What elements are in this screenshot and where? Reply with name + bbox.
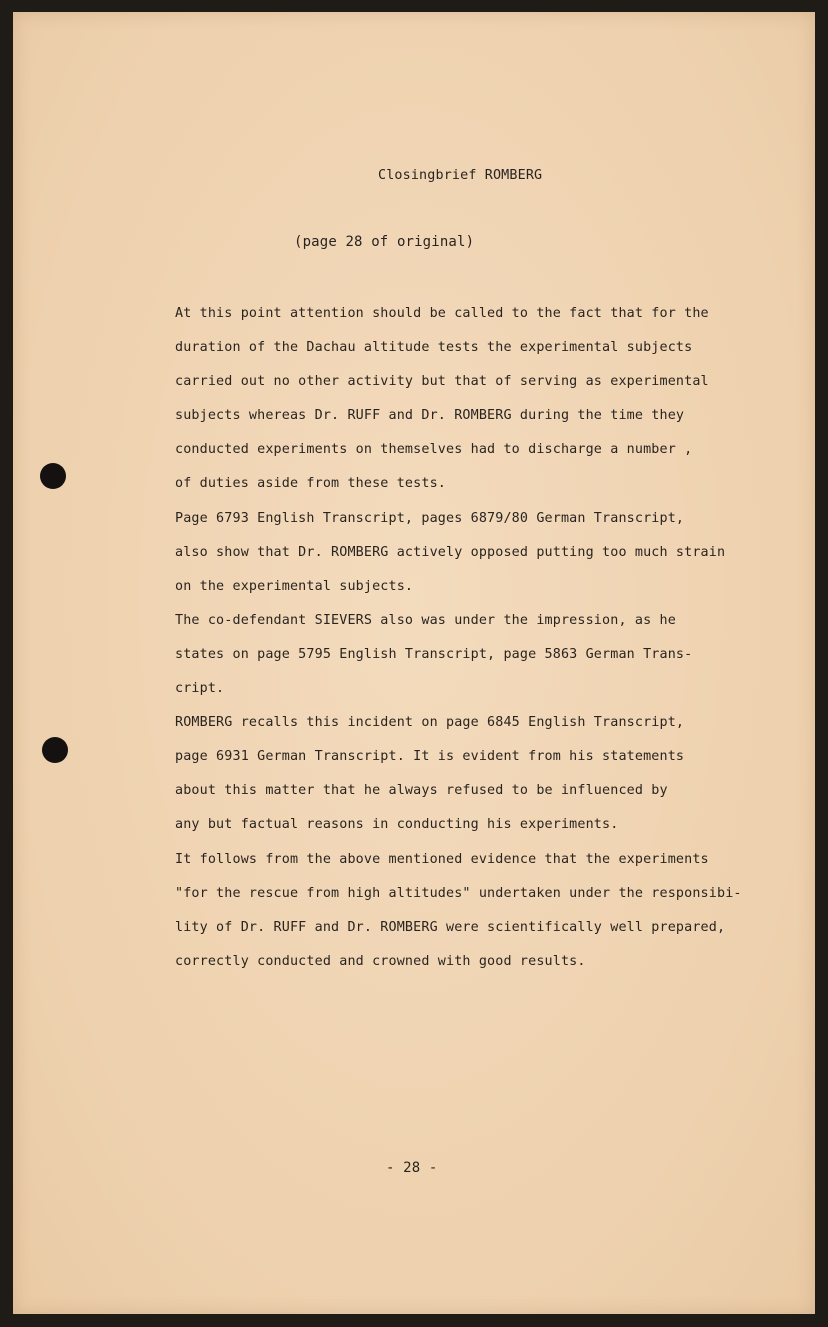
document-page xyxy=(13,12,815,1314)
text-line: duration of the Dachau altitude tests the experimental subjects xyxy=(175,340,693,356)
text-line: Page 6793 English Transcript, pages 6879/80 German Transcript, xyxy=(175,510,685,526)
text-line: carried out no other activity but that of serving as experimental xyxy=(175,374,709,390)
punch-hole-bottom xyxy=(42,737,68,763)
text-line: ROMBERG recalls this incident on page 6845 English Transcript, xyxy=(175,715,685,731)
text-line: conducted experiments on themselves had to discharge a number , xyxy=(175,442,693,458)
text-line: lity of Dr. RUFF and Dr. ROMBERG were scientifically well prepared, xyxy=(175,919,726,935)
text-line: The co-defendant SIEVERS also was under the impression, as he xyxy=(175,612,676,628)
text-line: about this matter that he always refused to be influenced by xyxy=(175,783,668,799)
text-line: page 6931 German Transcript. It is evident from his statements xyxy=(175,749,685,765)
original-page-note: (page 28 of original) xyxy=(294,234,475,250)
text-line: on the experimental subjects. xyxy=(175,578,414,594)
text-line: of duties aside from these tests. xyxy=(175,476,446,492)
text-line: It follows from the above mentioned evidence that the experiments xyxy=(175,851,709,867)
text-line: states on page 5795 English Transcript, page 5863 German Trans- xyxy=(175,646,693,662)
page-number: - 28 - xyxy=(386,1160,438,1176)
text-line: also show that Dr. ROMBERG actively opposed putting too much strain xyxy=(175,544,726,560)
text-line: subjects whereas Dr. RUFF and Dr. ROMBERG during the time they xyxy=(175,408,685,424)
text-line: any but factual reasons in conducting his experiments. xyxy=(175,817,619,833)
punch-hole-top xyxy=(40,463,66,489)
document-title: Closingbrief ROMBERG xyxy=(378,168,543,183)
text-line: At this point attention should be called to the fact that for the xyxy=(175,306,709,321)
text-line: "for the rescue from high altitudes" undertaken under the responsibi- xyxy=(175,885,742,901)
body-text xyxy=(175,297,742,979)
text-line: cript. xyxy=(175,681,225,697)
text-line: correctly conducted and crowned with good results. xyxy=(175,953,586,969)
